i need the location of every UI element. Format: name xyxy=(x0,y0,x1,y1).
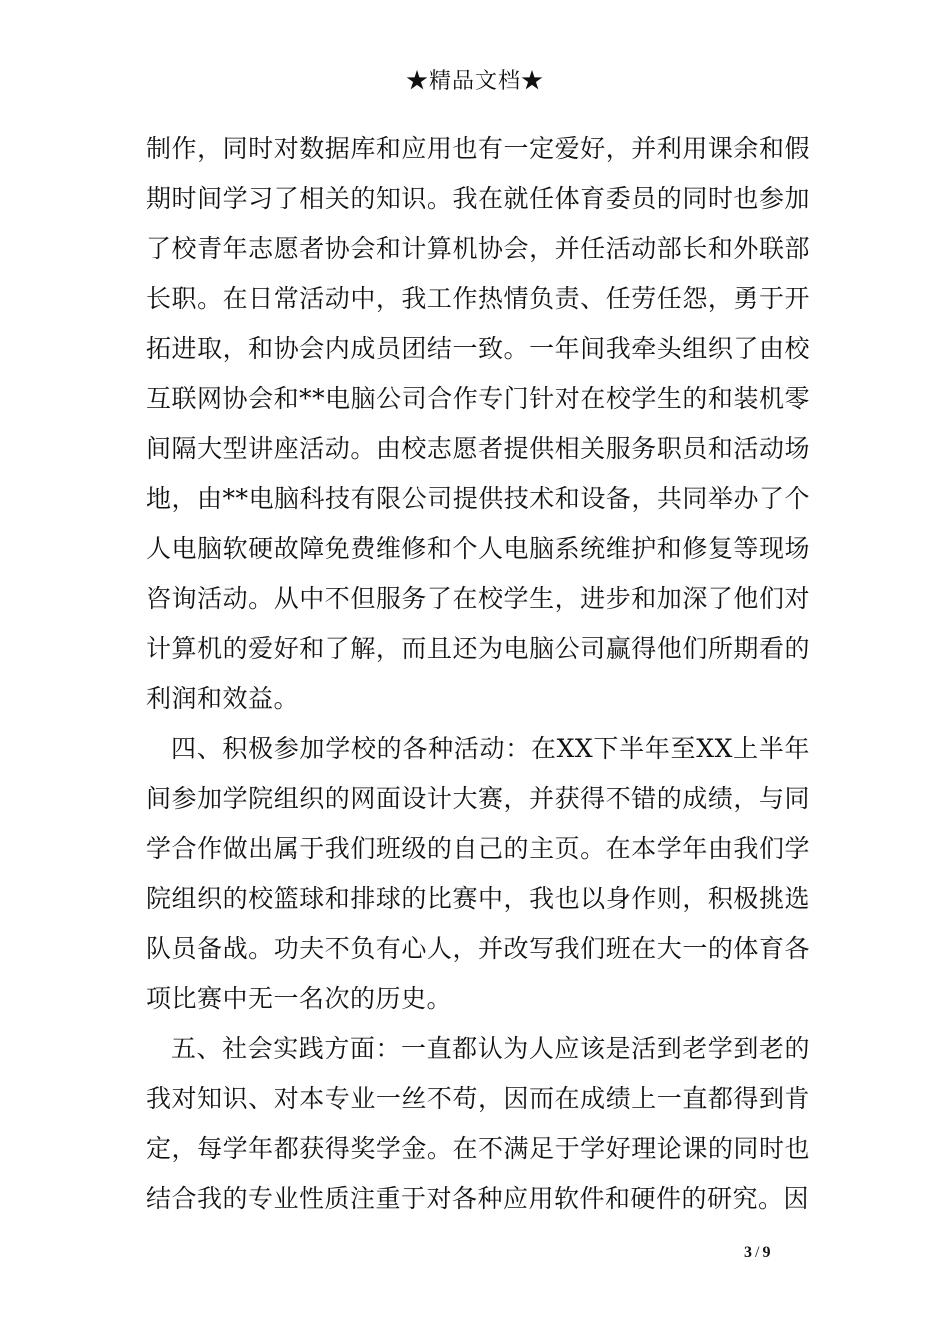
page-current: 3 xyxy=(744,1244,752,1261)
paragraph-3: 五、社会实践方面：一直都认为人应该是活到老学到老的我对知识、对本专业一丝不苟，因而在成绩上一直都得到肯定，每学年都获得奖学金。在不满足于学好理论课的同时也结合我的专业性质注重于对各种应用软件和硬件的研究。因 xyxy=(146,1034,810,1213)
paragraph-1: 制作，同时对数据库和应用也有一定爱好，并利用课余和假期时间学习了相关的知识。我在就任体育委员的同时也参加了校青年志愿者协会和计算机协会，并任活动部长和外联部长职。在日常活动中，我工作热情负责、任劳任怨，勇于开拓进取，和协会内成员团结一致。一年间我牵头组织了由校互联网协会和**电脑公司合作专门针对在校学生的和装机零间隔大型讲座活动。由校志愿者提供相关服务职员和活动场地，由**电脑科技有限公司提供技术和设备，共同举办了个人电脑软硬故障免费维修和个人电脑系统维护和修复等现场咨询活动。从中不但服务了在校学生，进步和加深了他们对计算机的爱好和了解，而且还为电脑公司赢得他们所期看的利润和效益。 xyxy=(146,134,810,713)
page-number xyxy=(744,1242,770,1264)
page-header-title: ★精品文档★ xyxy=(405,69,544,94)
paragraph-2: 四、积极参加学校的各种活动：在XX下半年至XX上半年间参加学院组织的网面设计大赛，并获得不错的成绩，与同学合作做出属于我们班级的自己的主页。在本学年由我们学院组织的校篮球和排球的比赛中，我也以身作则，积极挑选队员备战。功夫不负有心人，并改写我们班在大一的体育各项比赛中无一名次的历史。 xyxy=(146,734,810,1013)
document-body xyxy=(146,124,810,1224)
page-total: 9 xyxy=(762,1244,771,1261)
page-separator: / xyxy=(755,1244,760,1261)
